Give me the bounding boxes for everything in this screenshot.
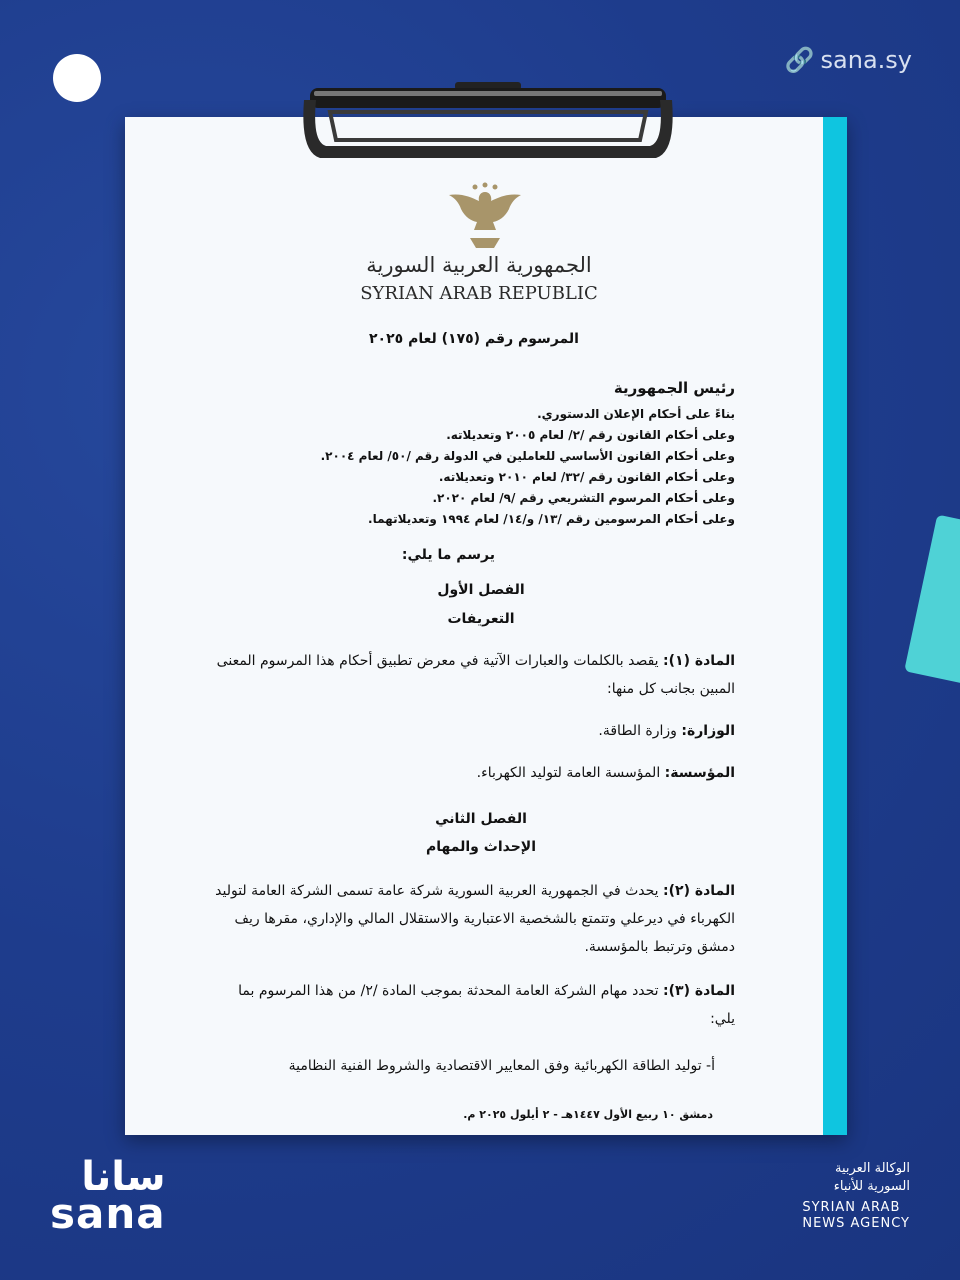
article-text: تحدد مهام الشركة العامة المحدثة بموجب المادة /٢/ من هذا المرسوم بما يلي:	[238, 983, 735, 1027]
sana-logo-ar: سانا	[81, 1154, 166, 1200]
president-heading: رئيس الجمهورية	[613, 379, 735, 397]
article-1	[215, 647, 735, 703]
article-3	[215, 977, 735, 1033]
article-label: المادة (٢):	[663, 883, 735, 899]
decree-date: دمشق ١٠ ربيع الأول ١٤٤٧هـ - ٢ أيلول ٢٠٢٥ م.	[463, 1108, 713, 1121]
source-link[interactable]	[785, 46, 912, 74]
preamble-line: وعلى أحكام القانون الأساسي للعاملين في الدولة رقم /٥٠/ لعام ٢٠٠٤.	[320, 449, 735, 463]
definition-text: وزارة الطاقة.	[598, 723, 682, 739]
preamble-line: وعلى أحكام المرسوم التشريعي رقم /٩/ لعام ٢٠٢٠.	[432, 491, 735, 505]
article-2	[215, 877, 735, 961]
preamble-line: وعلى أحكام القانون رقم /٣٢/ لعام ٢٠١٠ وتعديلاته.	[438, 470, 735, 484]
chapter-1-heading: الفصل الأول	[437, 582, 525, 598]
decree-document	[125, 117, 823, 1135]
decrees-heading: يرسم ما يلي:	[401, 547, 495, 563]
article-label: المادة (١):	[663, 653, 735, 669]
chapter-2-title: الإحداث والمهام	[425, 839, 537, 855]
sana-logo	[50, 1154, 166, 1238]
preamble-line: وعلى أحكام القانون رقم /٢/ لعام ٢٠٠٥ وتعديلاته.	[446, 428, 735, 442]
definition-institution	[215, 759, 735, 787]
decorative-circle	[53, 54, 101, 102]
list-item: أ- توليد الطاقة الكهربائية وفق المعايير الاقتصادية والشروط الفنية النظامية	[288, 1058, 715, 1074]
agency-name-en: NEWS AGENCY	[802, 1216, 910, 1231]
article-label: المادة (٣):	[663, 983, 735, 999]
definition-label: المؤسسة:	[664, 765, 735, 781]
chapter-2-heading: الفصل الثاني	[435, 811, 527, 827]
preamble	[321, 404, 735, 530]
preamble-line: بناءً على أحكام الإعلان الدستوري.	[537, 407, 735, 421]
definition-ministry	[215, 717, 735, 745]
chapter-1-title: التعريفات	[447, 611, 515, 627]
republic-title-ar: الجمهورية العربية السورية	[366, 253, 592, 277]
link-text: sana.sy	[820, 46, 912, 74]
agency-name	[802, 1160, 910, 1232]
preamble-line: وعلى أحكام المرسومين رقم /١٣/ و/١٤/ لعام ١٩٩٤ وتعديلاتهما.	[368, 512, 735, 526]
agency-name-en: SYRIAN ARAB	[802, 1200, 901, 1215]
definition-label: الوزارة:	[681, 723, 735, 739]
link-icon: 🔗	[784, 46, 815, 74]
decree-number: المرسوم رقم (١٧٥) لعام ٢٠٢٥	[369, 331, 579, 347]
agency-name-ar: الوكالة العربية	[834, 1161, 910, 1176]
article-text: يحدث في الجمهورية العربية السورية شركة عامة تسمى الشركة العامة لتوليد الكهرباء في ديرعلي وتتمتع بالشخصية الاعتبارية والاستقلال المالي والإداري، مقرها ريف دمشق وترتبط بالمؤسسة.	[215, 883, 735, 955]
clipboard-clip-icon	[300, 82, 676, 162]
republic-title-en: SYRIAN ARAB REPUBLIC	[360, 283, 598, 304]
eagle-emblem-icon	[440, 182, 530, 252]
article-text: يقصد بالكلمات والعبارات الآتية في معرض تطبيق أحكام هذا المرسوم المعنى المبين بجانب كل منها:	[216, 653, 735, 697]
agency-name-ar: السورية للأنباء	[833, 1179, 910, 1194]
sana-logo-en: sana	[50, 1189, 166, 1238]
document-paper	[125, 117, 847, 1135]
definition-text: المؤسسة العامة لتوليد الكهرباء.	[476, 765, 665, 781]
